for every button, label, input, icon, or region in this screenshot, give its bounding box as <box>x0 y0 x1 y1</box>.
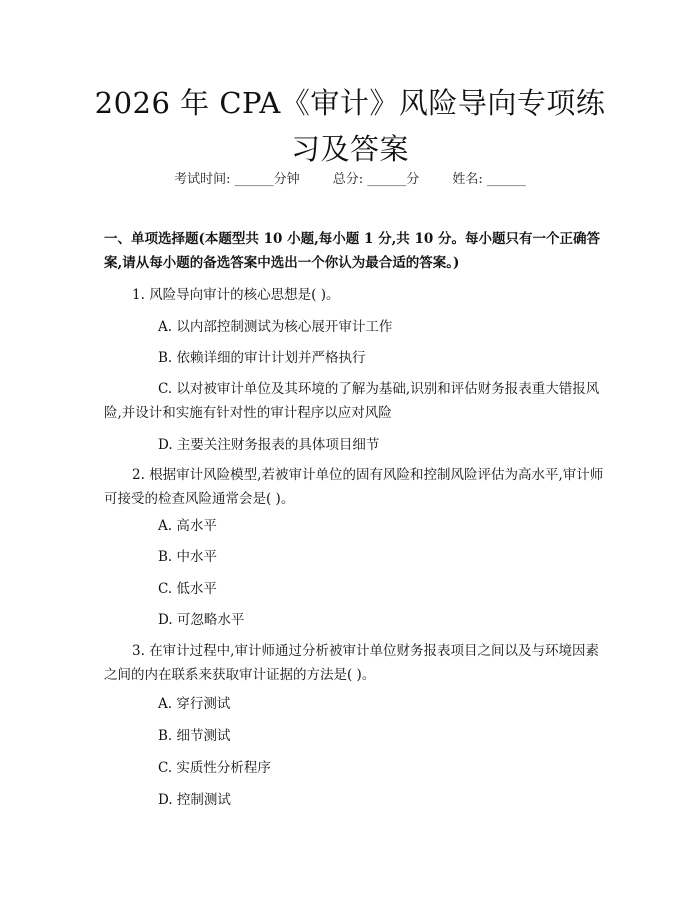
option-text: C. 实质性分析程序 <box>158 760 271 776</box>
question-1-option-b <box>104 346 604 370</box>
exam-time-field: 考试时间: ______分钟 <box>174 172 300 187</box>
document-title: 2026 年 CPA《审计》风险导向专项练习及答案 <box>94 86 606 166</box>
question-number: 3. <box>132 643 145 659</box>
question-2-option-c <box>104 577 604 601</box>
question-text: 在审计过程中,审计师通过分析被审计单位财务报表项目之间以及与环境因素之间的内在联系来获取审计证据的方法是( )。 <box>104 643 599 683</box>
option-text: B. 细节测试 <box>158 728 231 744</box>
question-3-stem <box>104 639 604 687</box>
question-2-option-a <box>104 514 604 538</box>
question-text: 根据审计风险模型,若被审计单位的固有风险和控制风险评估为高水平,审计师可接受的检查风险通常会是( )。 <box>104 467 604 507</box>
question-2-option-b <box>104 545 604 569</box>
question-1-stem <box>104 283 604 307</box>
option-text: A. 以内部控制测试为核心展开审计工作 <box>158 319 393 335</box>
question-1-option-c: C. 以对被审计单位及其环境的了解为基础,识别和评估财务报表重大错报风险,并设计和实施有针对性的审计程序以应对风险 <box>104 381 600 421</box>
question-1-option-d <box>104 433 604 457</box>
question-2-option-d <box>104 608 604 632</box>
question-3-option-d <box>104 788 604 812</box>
question-2-stem <box>104 463 604 511</box>
option-text: B. 中水平 <box>158 549 218 565</box>
question-number: 2. <box>132 467 145 483</box>
option-text: A. 穿行测试 <box>158 696 231 712</box>
question-3-option-b <box>104 724 604 748</box>
question-3-option-a <box>104 692 604 716</box>
option-text: A. 高水平 <box>158 518 217 534</box>
question-1-option-a <box>104 315 604 339</box>
option-text: D. 控制测试 <box>158 792 231 808</box>
option-text: B. 依赖详细的审计计划并严格执行 <box>158 350 366 366</box>
section-heading: 一、单项选择题(本题型共 10 小题,每小题 1 分,共 10 分。每小题只有一个正确答案,请从每小题的备选答案中选出一个你认为最合适的答案。) <box>104 231 600 271</box>
exam-meta <box>0 168 700 187</box>
option-text: D. 主要关注财务报表的具体项目细节 <box>158 437 380 453</box>
question-3-option-c <box>104 756 604 780</box>
option-text: C. 低水平 <box>158 581 217 597</box>
question-text: 风险导向审计的核心思想是( )。 <box>149 287 340 303</box>
exam-name-field: 姓名: ______ <box>452 172 526 187</box>
exam-score-field: 总分: ______分 <box>332 172 420 187</box>
option-text: D. 可忽略水平 <box>158 612 245 628</box>
question-number: 1. <box>132 287 145 303</box>
